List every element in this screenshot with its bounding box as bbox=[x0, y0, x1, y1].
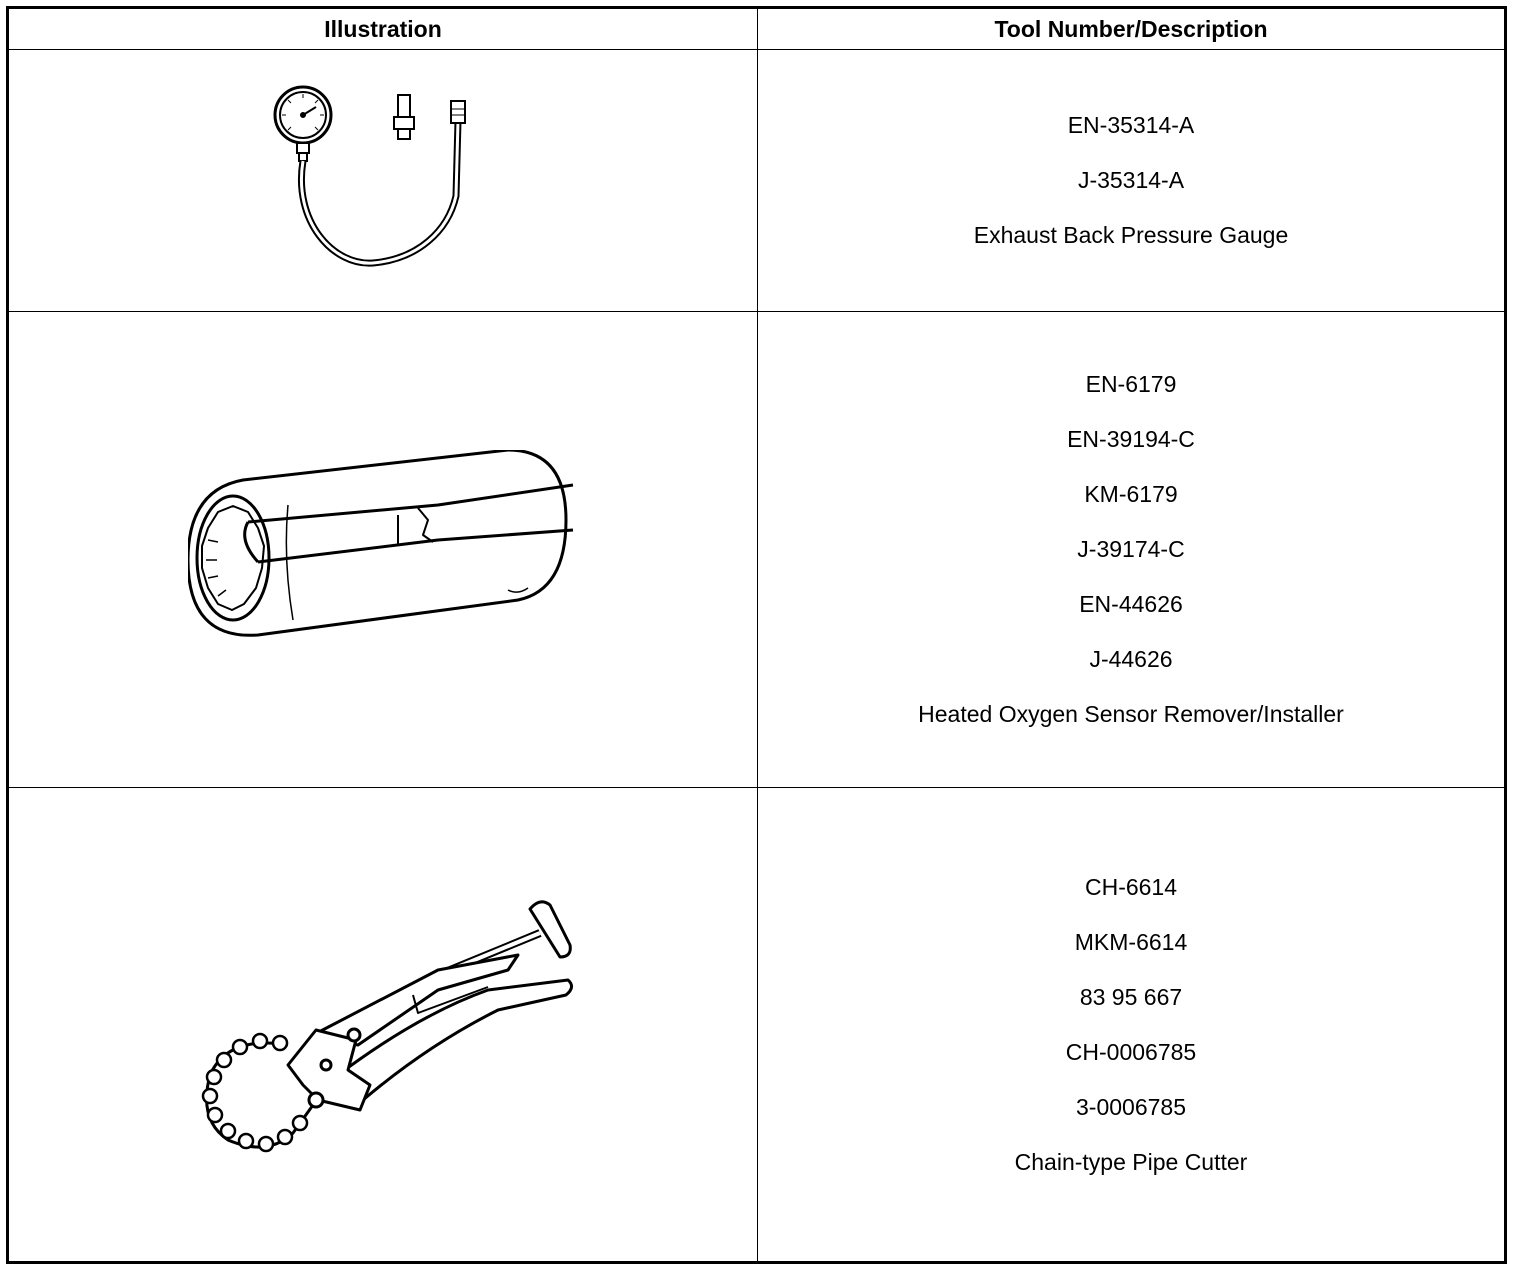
tool-number: EN-35314-A bbox=[1067, 112, 1195, 138]
tool-number: EN-44626 bbox=[1079, 591, 1183, 617]
tool-description: Heated Oxygen Sensor Remover/Installer bbox=[918, 701, 1344, 727]
tool-number: EN-39194-C bbox=[1067, 426, 1195, 452]
tool-number: J-44626 bbox=[1089, 646, 1173, 672]
pressure-gauge-icon bbox=[253, 81, 513, 281]
tool-number: CH-6614 bbox=[1084, 873, 1178, 900]
header-illustration: Illustration bbox=[8, 8, 758, 50]
header-row bbox=[8, 8, 1506, 50]
table-row bbox=[8, 312, 1506, 788]
tool-number: KM-6179 bbox=[1084, 481, 1178, 507]
tool-number: J-35314-A bbox=[1077, 167, 1185, 193]
chain-pipe-cutter-icon bbox=[188, 895, 578, 1155]
illustration-cell bbox=[8, 788, 758, 1263]
tool-description-cell bbox=[758, 50, 1506, 312]
oxygen-sensor-socket-icon bbox=[188, 450, 578, 650]
illustration-cell bbox=[8, 50, 758, 312]
tool-number: 3-0006785 bbox=[1076, 1093, 1186, 1120]
tool-number: MKM-6614 bbox=[1074, 928, 1188, 955]
table-row bbox=[8, 788, 1506, 1263]
tool-number: EN-6179 bbox=[1085, 371, 1177, 397]
tool-description: Chain-type Pipe Cutter bbox=[1014, 1148, 1248, 1175]
illustration-cell bbox=[8, 312, 758, 788]
tool-number: CH-0006785 bbox=[1065, 1038, 1197, 1065]
tool-description-cell bbox=[758, 788, 1506, 1263]
table-row bbox=[8, 50, 1506, 312]
tool-number: 83 95 667 bbox=[1079, 983, 1183, 1010]
header-tool-description: Tool Number/Description bbox=[758, 8, 1506, 50]
tool-number: J-39174-C bbox=[1077, 536, 1185, 562]
tool-table bbox=[6, 6, 1507, 1264]
tool-description-cell bbox=[758, 312, 1506, 788]
tool-description: Exhaust Back Pressure Gauge bbox=[973, 222, 1289, 248]
